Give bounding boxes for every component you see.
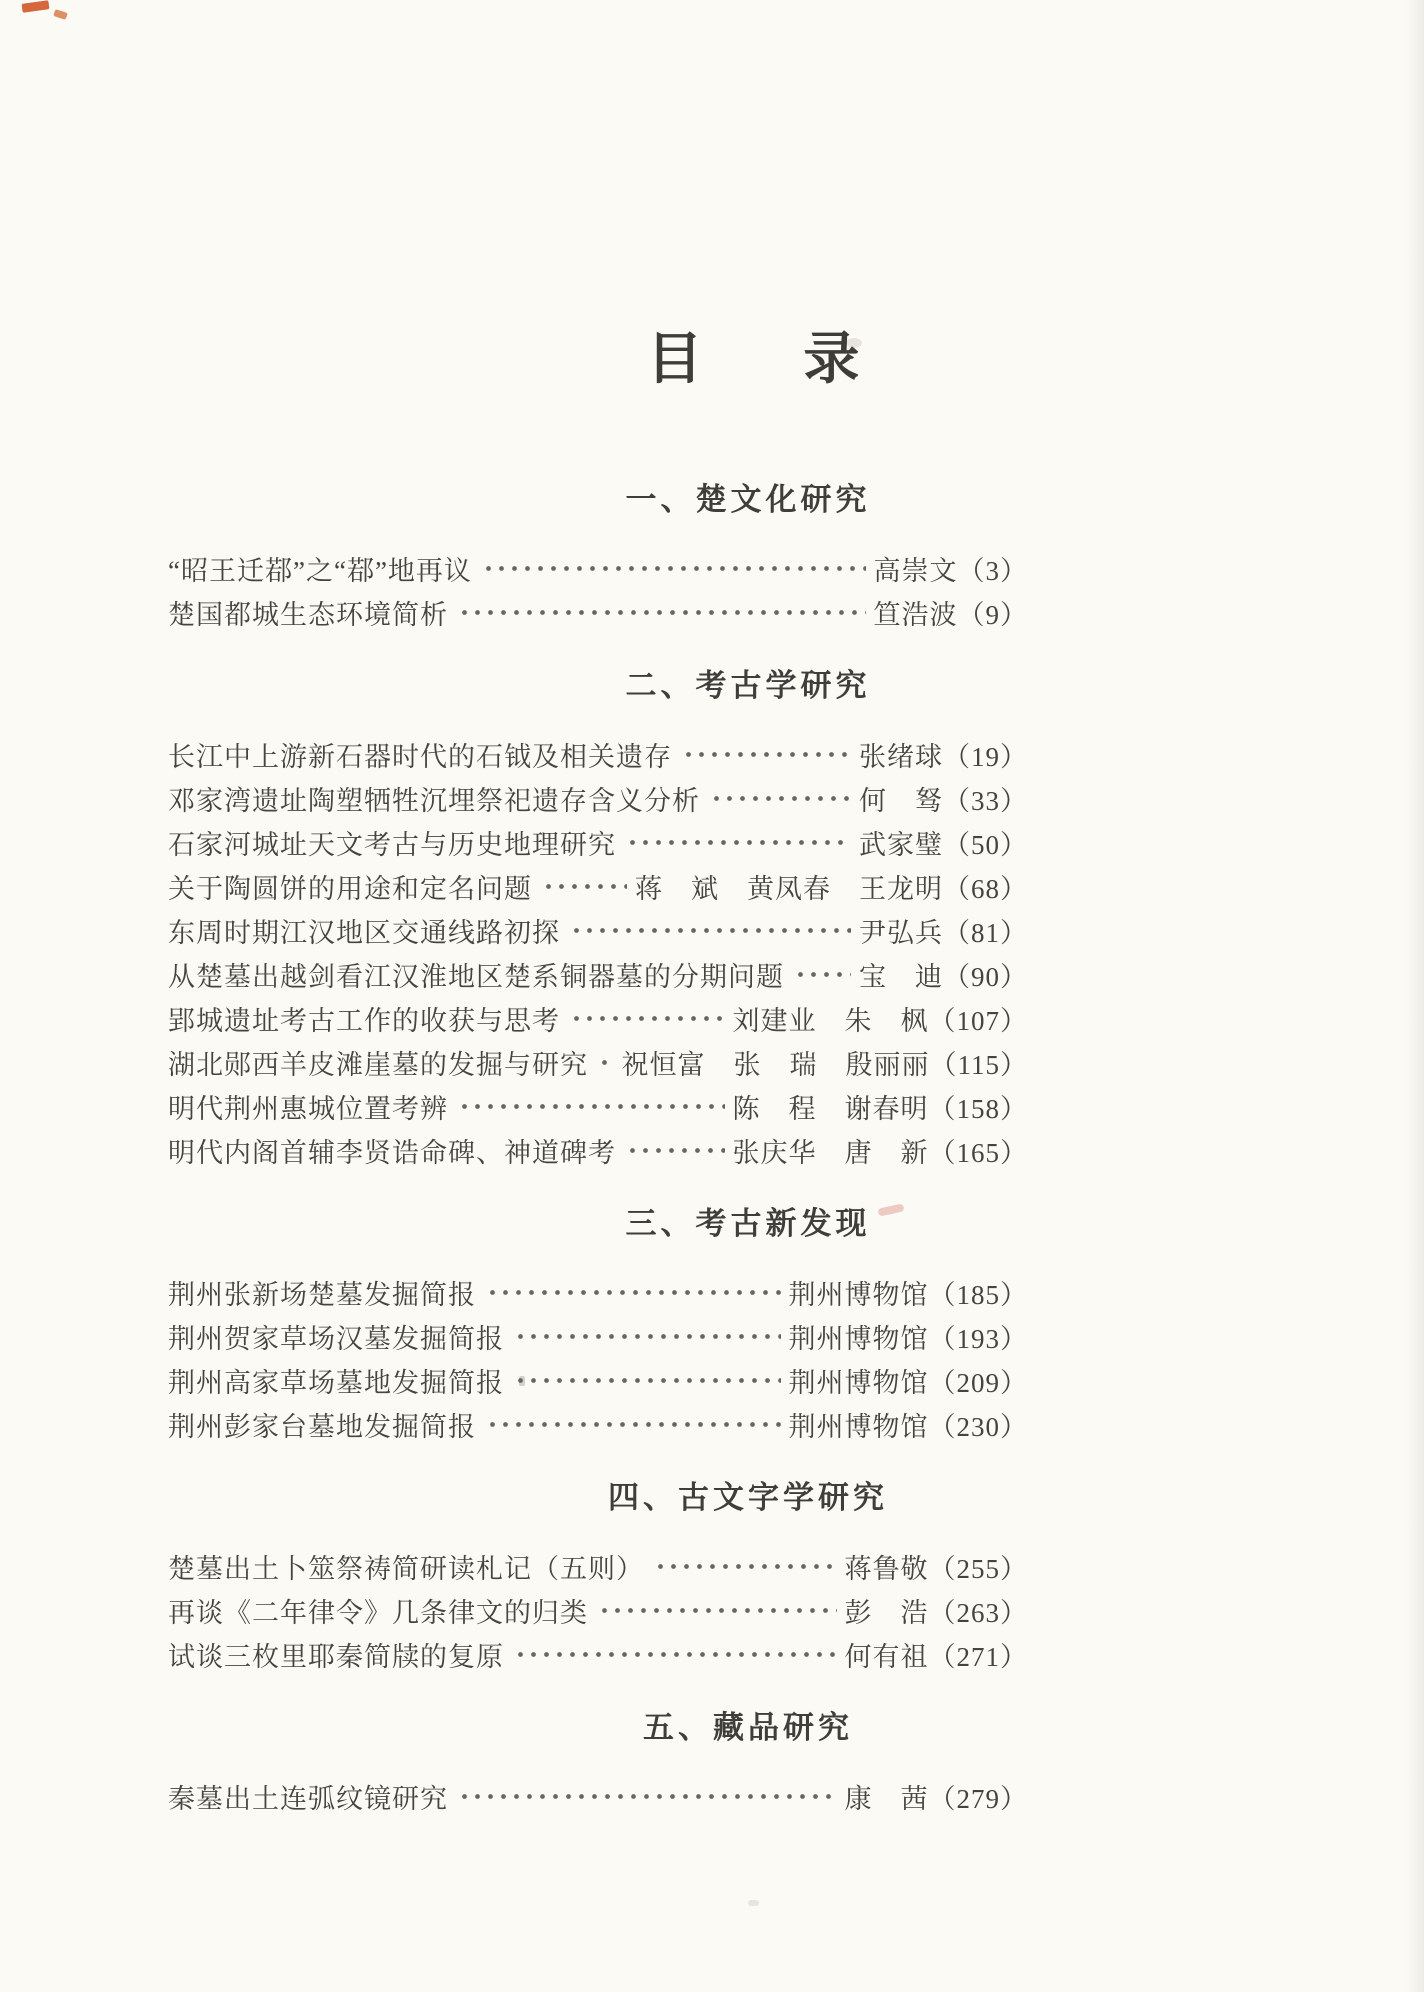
dotted-leader <box>626 1128 725 1172</box>
entry-page-number: （81） <box>943 917 1028 948</box>
entry-page-number: （255） <box>928 1553 1028 1584</box>
entry-title: 长江中上游新石器时代的石钺及相关遗存 <box>168 741 672 772</box>
entry-title: 楚国都城生态环境简析 <box>168 599 448 630</box>
dotted-leader <box>482 546 866 590</box>
entry-authors: 祝恒富 张 瑞 殷丽丽 <box>621 1049 930 1080</box>
entry-authors: 宝 迪 <box>859 961 943 992</box>
entry-title: 湖北郧西羊皮滩崖墓的发掘与研究 <box>168 1049 588 1080</box>
section-heading: 二、考古学研究 <box>625 668 871 703</box>
entry-title: “昭王迁鄀”之“鄀”地再议 <box>168 555 472 586</box>
toc-entry <box>168 1774 1028 1818</box>
toc-entry <box>168 546 1028 590</box>
entry-page-number: （193） <box>928 1323 1028 1354</box>
entry-authors: 蒋鲁敬 <box>844 1553 929 1584</box>
scan-artifact <box>748 1900 759 1906</box>
entry-page-number: （33） <box>943 785 1028 816</box>
toc-section <box>168 1204 1028 1446</box>
entry-authors: 张庆华 唐 新 <box>732 1137 929 1168</box>
dotted-leader <box>682 732 851 776</box>
entry-authors: 武家璧 <box>859 829 943 860</box>
toc-entry <box>168 1632 1028 1676</box>
entry-page-number: （279） <box>928 1783 1028 1814</box>
entry-title: 明代内阁首辅李贤诰命碑、神道碑考 <box>168 1137 616 1168</box>
toc-entry <box>168 1270 1028 1314</box>
toc-entry <box>168 1544 1028 1588</box>
toc-entry <box>168 1314 1028 1358</box>
entry-page-number: （158） <box>928 1093 1028 1124</box>
toc-entry <box>168 820 1028 864</box>
scan-artifact <box>22 0 50 13</box>
section-heading: 五、藏品研究 <box>643 1710 853 1745</box>
entry-page-number: （271） <box>928 1641 1028 1672</box>
toc-entry <box>168 732 1028 776</box>
entry-authors: 何有祖 <box>844 1641 929 1672</box>
entry-page-number: （165） <box>928 1137 1028 1168</box>
entry-authors: 荆州博物馆 <box>788 1411 929 1442</box>
entry-page-number: （50） <box>943 829 1028 860</box>
entry-title: 东周时期江汉地区交通线路初探 <box>168 917 560 948</box>
toc-section <box>168 480 1028 634</box>
entry-authors: 荆州博物馆 <box>788 1367 929 1398</box>
entry-authors: 荆州博物馆 <box>788 1279 929 1310</box>
dotted-leader <box>598 1588 837 1632</box>
toc-entry <box>168 1588 1028 1632</box>
entry-title: 从楚墓出越剑看江汉淮地区楚系铜器墓的分期问题 <box>168 961 784 992</box>
toc-entry <box>168 1128 1028 1172</box>
entry-title: 荆州彭家台墓地发掘简报 <box>168 1411 476 1442</box>
toc-entry <box>168 590 1028 634</box>
entry-authors: 蒋 斌 黄凤春 王龙明 <box>635 873 943 904</box>
entry-page-number: （230） <box>928 1411 1028 1442</box>
dotted-leader <box>794 952 851 996</box>
entry-authors: 刘建业 朱 枫 <box>732 1005 929 1036</box>
entry-page-number: （263） <box>928 1597 1028 1628</box>
toc-section <box>168 666 1028 1172</box>
entry-title: 石家河城址天文考古与历史地理研究 <box>168 829 616 860</box>
entry-authors: 陈 程 谢春明 <box>732 1093 929 1124</box>
entry-authors: 高崇文 <box>873 555 958 586</box>
entry-title: 试谈三枚里耶秦简牍的复原 <box>168 1641 504 1672</box>
dotted-leader <box>486 1402 781 1446</box>
toc-entry <box>168 1358 1028 1402</box>
dotted-leader <box>626 820 851 864</box>
entry-title: 秦墓出土连弧纹镜研究 <box>168 1783 448 1814</box>
dotted-leader <box>514 1358 781 1402</box>
section-heading: 三、考古新发现 <box>625 1206 871 1241</box>
entry-page-number: （115） <box>929 1049 1028 1080</box>
toc-sections <box>168 480 1028 1818</box>
toc-entry <box>168 1084 1028 1128</box>
entry-authors: 张绪球 <box>859 741 943 772</box>
entry-title: 荆州张新场楚墓发掘简报 <box>168 1279 476 1310</box>
dotted-leader <box>458 1774 837 1818</box>
dotted-leader <box>598 1040 614 1084</box>
entry-page-number: （185） <box>928 1279 1028 1310</box>
toc-section <box>168 1478 1028 1676</box>
dotted-leader <box>570 908 851 952</box>
entry-authors: 笪浩波 <box>873 599 958 630</box>
page-edge-shadow <box>1406 0 1424 1992</box>
dotted-leader <box>710 776 851 820</box>
dotted-leader <box>542 864 627 908</box>
dotted-leader <box>486 1270 781 1314</box>
entry-page-number: （9） <box>957 599 1028 630</box>
toc-entry <box>168 952 1028 996</box>
entry-authors: 荆州博物馆 <box>788 1323 929 1354</box>
entry-authors: 彭 浩 <box>844 1597 929 1628</box>
entry-authors: 康 茜 <box>844 1783 929 1814</box>
entry-page-number: （209） <box>928 1367 1028 1398</box>
entry-page-number: （107） <box>928 1005 1028 1036</box>
entry-authors: 尹弘兵 <box>859 917 943 948</box>
toc-entry <box>168 776 1028 820</box>
section-heading: 四、古文字学研究 <box>608 1480 888 1515</box>
entry-authors: 何 驽 <box>859 785 943 816</box>
toc-entry <box>168 1040 1028 1084</box>
dotted-leader <box>570 996 725 1040</box>
dotted-leader <box>458 1084 725 1128</box>
toc-entry <box>168 908 1028 952</box>
entry-title: 楚墓出土卜筮祭祷简研读札记（五则） <box>168 1553 644 1584</box>
entry-title: 邓家湾遗址陶塑牺牲沉埋祭祀遗存含义分析 <box>168 785 700 816</box>
page-title: 目录 <box>646 329 961 391</box>
entry-title: 明代荆州惠城位置考辨 <box>168 1093 448 1124</box>
toc-entry <box>168 1402 1028 1446</box>
entry-title: 关于陶圆饼的用途和定名问题 <box>168 873 532 904</box>
toc-section <box>168 1708 1028 1818</box>
toc-content <box>168 0 1028 1818</box>
entry-page-number: （19） <box>943 741 1028 772</box>
entry-page-number: （68） <box>943 873 1028 904</box>
entry-page-number: （90） <box>943 961 1028 992</box>
dotted-leader <box>458 590 866 634</box>
toc-entry <box>168 864 1028 908</box>
entry-page-number: （3） <box>957 555 1028 586</box>
dotted-leader <box>514 1632 837 1676</box>
dotted-leader <box>514 1314 781 1358</box>
entry-title: 郢城遗址考古工作的收获与思考 <box>168 1005 560 1036</box>
entry-title: 荆州贺家草场汉墓发掘简报 <box>168 1323 504 1354</box>
entry-title: 荆州高家草场墓地发掘简报 <box>168 1367 504 1398</box>
toc-entry <box>168 996 1028 1040</box>
scan-artifact <box>53 9 68 20</box>
dotted-leader <box>654 1544 837 1588</box>
entry-title: 再谈《二年律令》几条律文的归类 <box>168 1597 588 1628</box>
section-heading: 一、楚文化研究 <box>625 482 871 517</box>
